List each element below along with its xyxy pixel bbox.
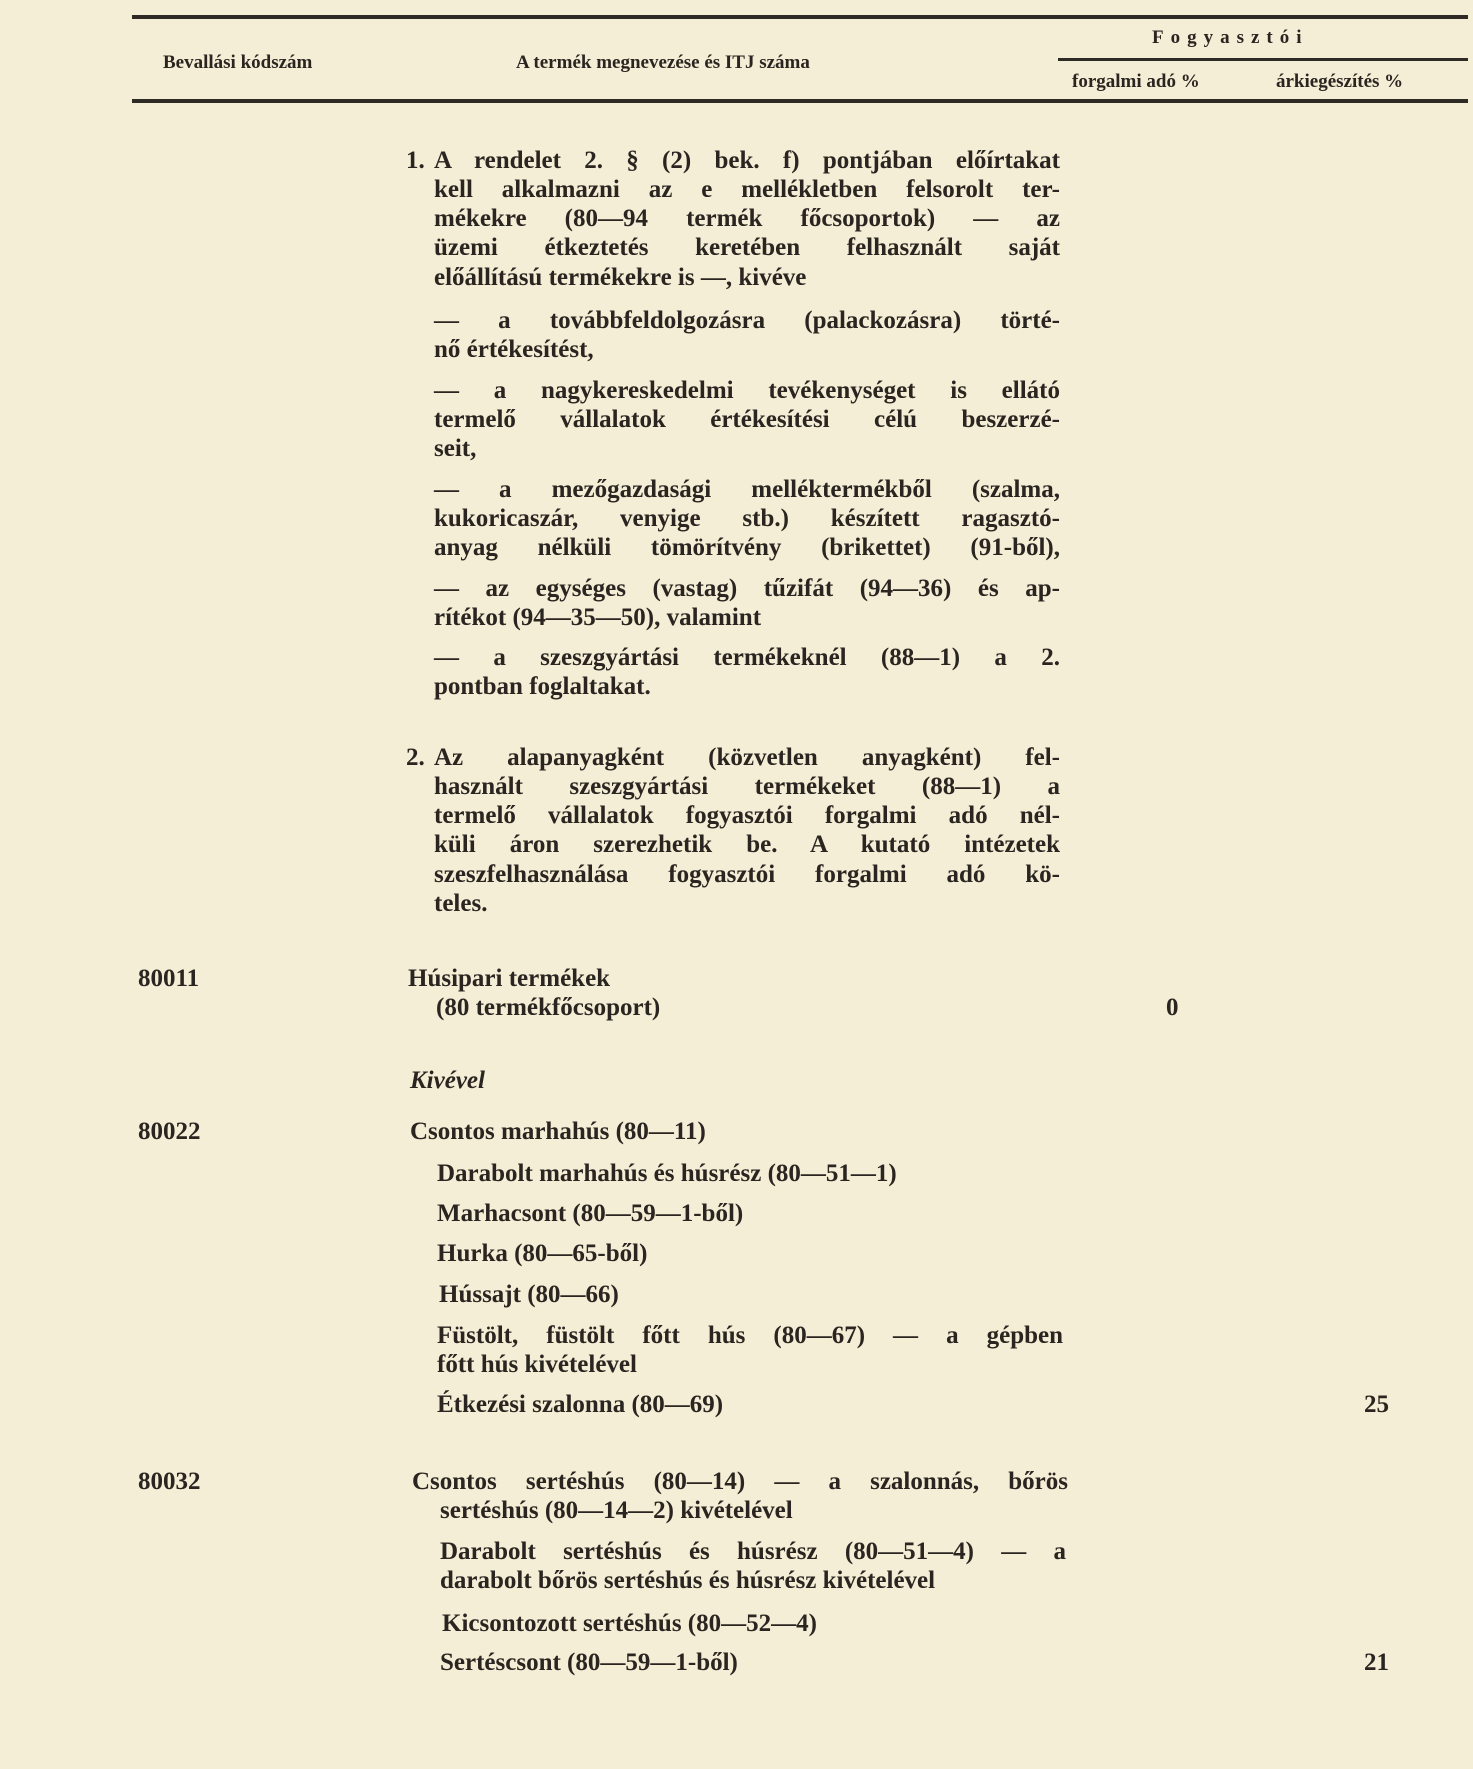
row-item: Csontos sertéshús (80—14) — a szalonnás, bőrös	[412, 1468, 1068, 1495]
note-line: — a nagykereskedelmi tevékenységet is ellátó	[434, 377, 1060, 404]
row-item: főtt hús kivételével	[437, 1351, 637, 1378]
note-line: rítékot (94—35—50), valamint	[434, 604, 762, 631]
note-line: üzemi étkeztetés keretében felhasznált saját	[434, 234, 1060, 261]
header-top-rule	[132, 15, 1468, 19]
note-line: előállítású termékekre is —, kivéve	[434, 264, 807, 291]
note-line: — a szeszgyártási termékeknél (88—1) a 2.	[434, 644, 1060, 671]
note-line: mékekre (80—94 termék főcsoportok) — az	[434, 205, 1060, 232]
row-item: sertéshús (80—14—2) kivételével	[440, 1497, 793, 1524]
note-line: — az egységes (vastag) tűzifát (94—36) és ap-	[434, 575, 1060, 602]
note-line: kell alkalmazni az e mellékletben felsorolt ter-	[434, 176, 1060, 203]
row-code: 80011	[138, 965, 200, 992]
row-item: Kicsontozott sertéshús (80—52—4)	[442, 1610, 817, 1637]
row-item: Étkezési szalonna (80—69)	[437, 1391, 724, 1418]
note-number: 2.	[406, 744, 425, 771]
row-item: Darabolt sertéshús és húsrész (80—51—4) — a	[440, 1538, 1066, 1565]
row-code: 80022	[138, 1118, 201, 1145]
note-line: használt szeszgyártási termékeket (88—1) a	[434, 773, 1060, 800]
note-line: kukoricaszár, venyige stb.) készített ragasztó-	[434, 505, 1060, 532]
note-line: küli áron szerezhetik be. A kutató intézetek	[434, 831, 1060, 858]
note-line: — a továbbfeldolgozásra (palackozásra) törté-	[434, 307, 1060, 334]
header-markup-column: árkiegészítés %	[1276, 71, 1404, 92]
row-item: Hurka (80—65-ből)	[437, 1240, 648, 1267]
note-line: szeszfelhasználása fogyasztói forgalmi adó kö-	[434, 861, 1060, 888]
note-line: — a mezőgazdasági melléktermékből (szalma,	[434, 476, 1060, 503]
row-item: Sertéscsont (80—59—1-ből)	[440, 1649, 738, 1676]
header-name-column: A termék megnevezése és ITJ száma	[516, 52, 810, 73]
row-item: Hússajt (80—66)	[439, 1281, 619, 1308]
header-code-column: Bevallási kódszám	[163, 52, 313, 73]
note-line: termelő vállalatok értékesítési célú beszerzé-	[434, 406, 1060, 433]
section-heading: Kivével	[410, 1067, 485, 1094]
note-line: anyag nélküli tömörítvény (brikettet) (91-ből),	[434, 534, 1060, 561]
note-line: Az alapanyagként (közvetlen anyagként) fel-	[434, 744, 1060, 771]
header-group-rule	[1058, 58, 1468, 61]
note-line: nő értékesítést,	[434, 336, 594, 363]
row-item: Csontos marhahús (80—11)	[410, 1118, 706, 1145]
row-tax-value: 0	[1166, 994, 1179, 1021]
note-line: seit,	[434, 435, 477, 462]
row-markup-value: 25	[1364, 1391, 1389, 1418]
note-line: termelő vállalatok fogyasztói forgalmi adó nél-	[434, 802, 1060, 829]
row-item: darabolt bőrös sertéshús és húsrész kivételével	[440, 1567, 936, 1594]
row-code: 80032	[138, 1468, 201, 1495]
header-group-title: Fogyasztói	[1152, 27, 1309, 48]
row-markup-value: 21	[1364, 1649, 1389, 1676]
note-line: A rendelet 2. § (2) bek. f) pontjában előírtakat	[434, 147, 1060, 174]
row-item: (80 termékfőcsoport)	[436, 994, 661, 1021]
row-item: Húsipari termékek	[408, 965, 611, 992]
header-bottom-rule	[132, 99, 1468, 103]
note-line: pontban foglaltakat.	[434, 673, 651, 700]
row-item: Darabolt marhahús és húsrész (80—51—1)	[437, 1160, 897, 1187]
note-line: teles.	[434, 890, 488, 917]
note-number: 1.	[406, 147, 425, 174]
header-tax-column: forgalmi adó %	[1072, 71, 1200, 92]
row-item: Füstölt, füstölt főtt hús (80—67) — a gépben	[437, 1322, 1063, 1349]
row-item: Marhacsont (80—59—1-ből)	[437, 1200, 744, 1227]
